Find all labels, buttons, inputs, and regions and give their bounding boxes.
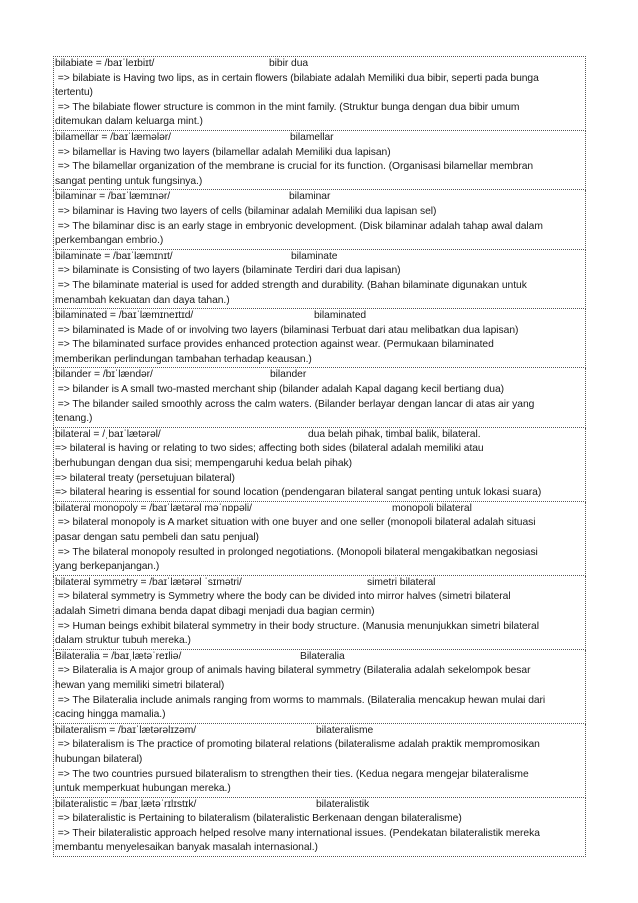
dictionary-entry [53,56,586,131]
dictionary-entry [53,724,586,798]
dictionary-page [53,56,586,857]
entry-line: => bilateral is having or relating to two sides; affecting both sides (bilateral adalah memiliki atau [55,443,484,455]
entry-heading [54,576,585,591]
entry-line: => bilamellar is Having two layers (bilamellar adalah Memiliki dua lapisan) [55,146,391,158]
entry-translation: monopoli bilateral [392,502,472,514]
entry-line: => bilaminar is Having two layers of cells (bilaminar adalah Memiliki dua lapisan sel) [55,205,437,217]
entry-line: menambah kekuatan dan daya tahan.) [55,294,230,306]
entry-line: => The bilateral monopoly resulted in prolonged negotiations. (Monopoli bilateral mengakibatkan negosiasi [55,546,538,558]
entry-line: => bilateral treaty (persetujuan bilateral) [55,472,235,484]
entry-heading [54,190,585,205]
entry-line: => bilaminate is Consisting of two layers (bilaminate Terdiri dari dua lapisan) [55,265,401,277]
entry-line: => The bilabiate flower structure is common in the mint family. (Struktur bunga dengan dua bibir umum [55,101,520,113]
entry-translation: bilateralistik [316,798,370,810]
entry-line: sangat penting untuk fungsinya.) [55,175,203,187]
entry-heading [54,131,585,146]
entry-line: yang berkepanjangan.) [55,561,160,573]
entry-translation: Bilateralia [300,650,345,662]
entry-term: bilateral symmetry = /baɪˈlætərəl ˈsɪmətri/ [55,576,242,588]
entry-line: dalam struktur tubuh mereka.) [55,635,191,647]
entry-term: bilabiate = /baɪˈleɪbiɪt/ [55,58,155,69]
entry-term: Bilateralia = /baɪˌlætəˈreɪliə/ [55,650,182,662]
entry-line: => bilateralism is The practice of promoting bilateral relations (bilateralisme adalah praktik mempromosikan [55,739,540,751]
dictionary-entry [53,250,586,309]
entry-translation: simetri bilateral [367,576,436,588]
dictionary-entry [53,190,586,249]
entry-term: bilander = /bɪˈlændər/ [55,369,153,381]
entry-line: hewan yang memiliki simetri bilateral) [55,679,225,691]
entry-line: => Their bilateralistic approach helped resolve many international issues. (Pendekatan bilateralistik mereka [55,827,540,839]
dictionary-entry [53,650,586,724]
entry-line: => bilateral hearing is essential for sound location (pendengaran bilateral sangat penting untuk lokasi suara) [55,487,542,499]
entry-line: => The bilaminated surface provides enhanced protection against wear. (Permukaan bilaminated [55,339,494,351]
entry-heading [54,502,585,517]
dictionary-entry [53,798,586,857]
entry-heading [54,724,585,739]
entry-line: untuk memperkuat hubungan mereka.) [55,783,231,795]
entry-line: adalah Simetri dimana benda dapat dibagi menjadi dua bagian cermin) [55,605,375,617]
entry-line: memberikan perlindungan tambahan terhadap keausan.) [55,353,312,365]
dictionary-entry [53,428,586,502]
entry-line: => bilander is A small two-masted merchant ship (bilander adalah Kapal dagang kecil bertiang dua) [55,384,505,396]
entry-term: bilateral monopoly = /baɪˈlætərəl məˈnɒpəli/ [55,502,252,514]
dictionary-entry [53,576,586,650]
entry-heading [54,57,585,72]
entry-line: ditemukan dalam keluarga mint.) [55,116,203,128]
entry-line: => The bilamellar organization of the membrane is crucial for its function. (Organisasi bilamellar membran [55,161,534,173]
entry-line: perkembangan embrio.) [55,235,164,247]
entry-line: berhubungan dengan dua sisi; mempengaruhi kedua belah pihak) [55,458,352,470]
entry-translation: bilander [270,369,307,381]
entry-translation: bilateralisme [316,724,374,736]
entry-term: bilaminated = /baɪˈlæmɪneɪtɪd/ [55,310,194,322]
entry-line: tenang.) [55,413,93,425]
entry-line: membantu menyelesaikan banyak masalah internasional.) [55,842,318,854]
entry-translation: bilaminated [314,310,367,322]
dictionary-entry [53,131,586,190]
dictionary-entry [53,368,586,427]
entry-line: => The bilaminar disc is an early stage in embryonic development. (Disk bilaminar adalah tahap awal dalam [55,220,543,232]
entry-line: => bilateral monopoly is A market situation with one buyer and one seller (monopoli bilateral adalah situasi [55,517,536,529]
dictionary-entry [53,502,586,576]
entry-line: => Bilateralia is A major group of animals having bilateral symmetry (Bilateralia adalah sekelompok besar [55,665,531,677]
entry-term: bilateralistic = /baɪˌlætəˈrɪlɪstɪk/ [55,798,197,810]
entry-heading [54,368,585,383]
dictionary-entry [53,309,586,368]
entry-term: bilaminate = /baɪˈlæmɪnɪt/ [55,250,173,262]
entry-line: hubungan bilateral) [55,753,143,765]
entry-line: => bilaminated is Made of or involving two layers (bilaminasi Terbuat dari atau melibatkan dua lapisan) [55,324,519,336]
entry-term: bilamellar = /baɪˈlæmələr/ [55,131,171,143]
entry-line: => The two countries pursued bilateralism to strengthen their ties. (Kedua negara mengejar bilateralisme [55,768,529,780]
entry-line: => bilateral symmetry is Symmetry where the body can be divided into mirror halves (simetri bilateral [55,591,511,603]
entry-translation: bilaminate [291,250,338,262]
entry-line: => The bilaminate material is used for added strength and durability. (Bahan bilaminate digunakan untuk [55,279,527,291]
entry-line: => bilateralistic is Pertaining to bilateralism (bilateralistic Berkenaan dengan bilateralisme) [55,813,462,825]
entry-line: => Human beings exhibit bilateral symmetry in their body structure. (Manusia menunjukkan simetri bilateral [55,620,539,632]
entry-term: bilaminar = /baɪˈlæmɪnər/ [55,191,171,203]
entry-line: => The Bilateralia include animals ranging from worms to mammals. (Bilateralia mencakup hewan mulai dari [55,694,546,706]
entry-line: cacing hingga mamalia.) [55,709,166,721]
entry-heading [54,798,585,813]
entry-translation: dua belah pihak, timbal balik, bilateral. [308,428,481,440]
entry-translation: bilamellar [290,131,334,143]
entry-line: => bilabiate is Having two lips, as in certain flowers (bilabiate adalah Memiliki dua bibir, seperti pada bunga [55,72,539,84]
entry-heading [54,428,585,443]
entry-line: tertentu) [55,87,93,99]
entry-translation: bibir dua [269,58,309,69]
entry-heading [54,250,585,265]
entry-heading [54,650,585,665]
entry-translation: bilaminar [289,191,331,203]
entry-term: bilateralism = /baɪˈlætərəlɪzəm/ [55,724,197,736]
entry-line: pasar dengan satu pembeli dan satu penjual) [55,532,259,543]
entry-term: bilateral = /ˌbaɪˈlætərəl/ [55,428,161,440]
entry-heading [54,309,585,324]
entry-line: => The bilander sailed smoothly across the calm waters. (Bilander berlayar dengan lancar di atas air yang [55,398,535,410]
